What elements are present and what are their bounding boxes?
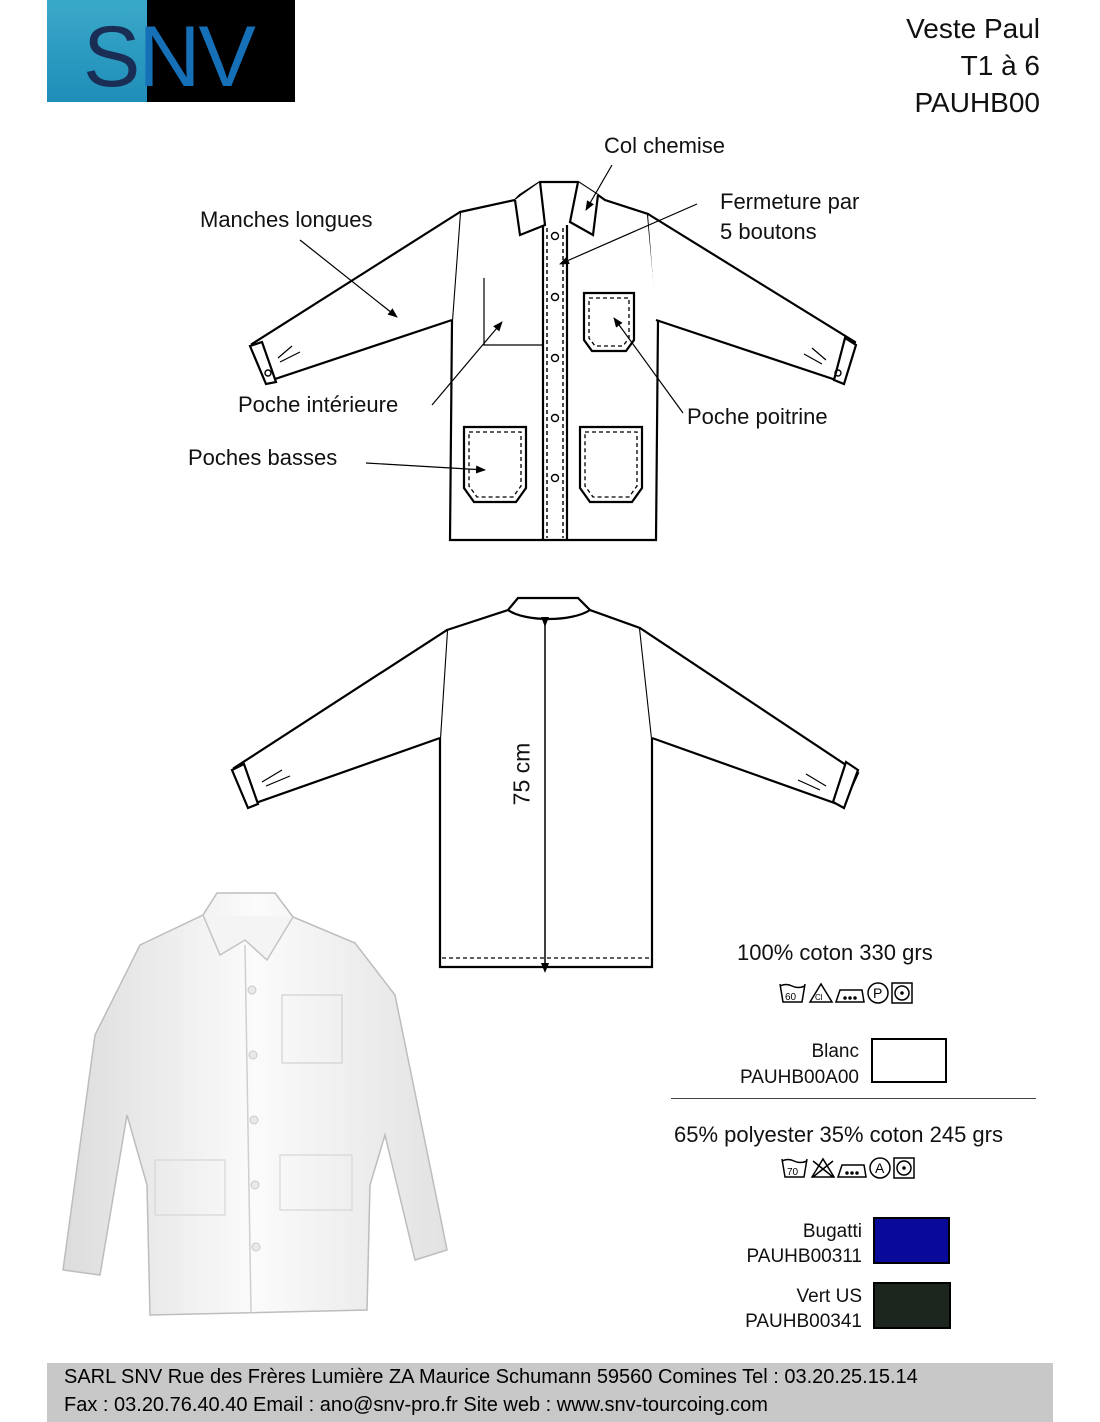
label-col-chemise: Col chemise: [604, 133, 726, 158]
iron-icon: [838, 1165, 866, 1177]
color-blanc-name: Blanc: [811, 1041, 859, 1062]
wash-70-icon: [782, 1159, 807, 1178]
product-reference: PAUHB00: [914, 87, 1040, 118]
label-fermeture-line1: Fermeture par: [720, 189, 860, 214]
dryclean-a-icon: [870, 1158, 890, 1178]
footer: [47, 1363, 1053, 1422]
footer-contact: Fax : 03.20.76.40.40 Email : ano@snv-pro.fr Site web : www.snv-tourcoing.com: [64, 1394, 768, 1416]
label-poches-basses: Poches basses: [188, 445, 338, 470]
color-bugatti-swatch: [873, 1217, 950, 1264]
svg-text:Cl: Cl: [815, 993, 823, 1002]
product-sizes: T1 à 6: [960, 50, 1040, 81]
tumble-dry-icon: [892, 983, 912, 1003]
color-blanc-swatch: [871, 1038, 947, 1083]
svg-text:60: 60: [785, 992, 797, 1003]
section-divider: [671, 1098, 1036, 1099]
color-bugatti-name: Bugatti: [802, 1221, 862, 1242]
color-vert-us-swatch: [873, 1282, 951, 1329]
footer-address: SARL SNV Rue des Frères Lumière ZA Maurice Schumann 59560 Comines Tel : 03.20.25.15.14: [64, 1366, 918, 1388]
label-length: 75 cm: [508, 742, 535, 806]
label-poche-poitrine: Poche poitrine: [687, 404, 828, 429]
fabric-2-composition: 65% polyester 35% coton 245 grs: [674, 1122, 1003, 1147]
bleach-cl-icon: [810, 984, 832, 1002]
fabric-1-care-symbols: [778, 980, 924, 1006]
color-bugatti-ref: PAUHB00311: [746, 1246, 862, 1267]
product-title: Veste Paul: [906, 13, 1040, 44]
svg-text:A: A: [875, 1160, 885, 1176]
svg-text:P: P: [873, 985, 883, 1001]
jacket-photo: [55, 885, 455, 1325]
logo-text: SNV: [83, 9, 254, 102]
color-blanc-ref: PAUHB00A00: [740, 1067, 859, 1088]
fabric-1-composition: 100% coton 330 grs: [737, 940, 933, 965]
no-bleach-icon: [812, 1159, 834, 1177]
label-manches-longues: Manches longues: [200, 207, 373, 232]
dryclean-p-icon: [868, 983, 888, 1003]
label-fermeture-line2: 5 boutons: [720, 219, 817, 244]
tumble-dry-icon: [894, 1158, 914, 1178]
label-poche-interieure: Poche intérieure: [238, 392, 399, 417]
color-vert-us-name: Vert US: [796, 1286, 862, 1307]
fabric-2-care-symbols: [780, 1155, 920, 1181]
iron-icon: [836, 990, 864, 1002]
svg-text:70: 70: [787, 1167, 799, 1178]
color-vert-us-ref: PAUHB00341: [745, 1311, 862, 1332]
wash-60-icon: [780, 984, 805, 1003]
